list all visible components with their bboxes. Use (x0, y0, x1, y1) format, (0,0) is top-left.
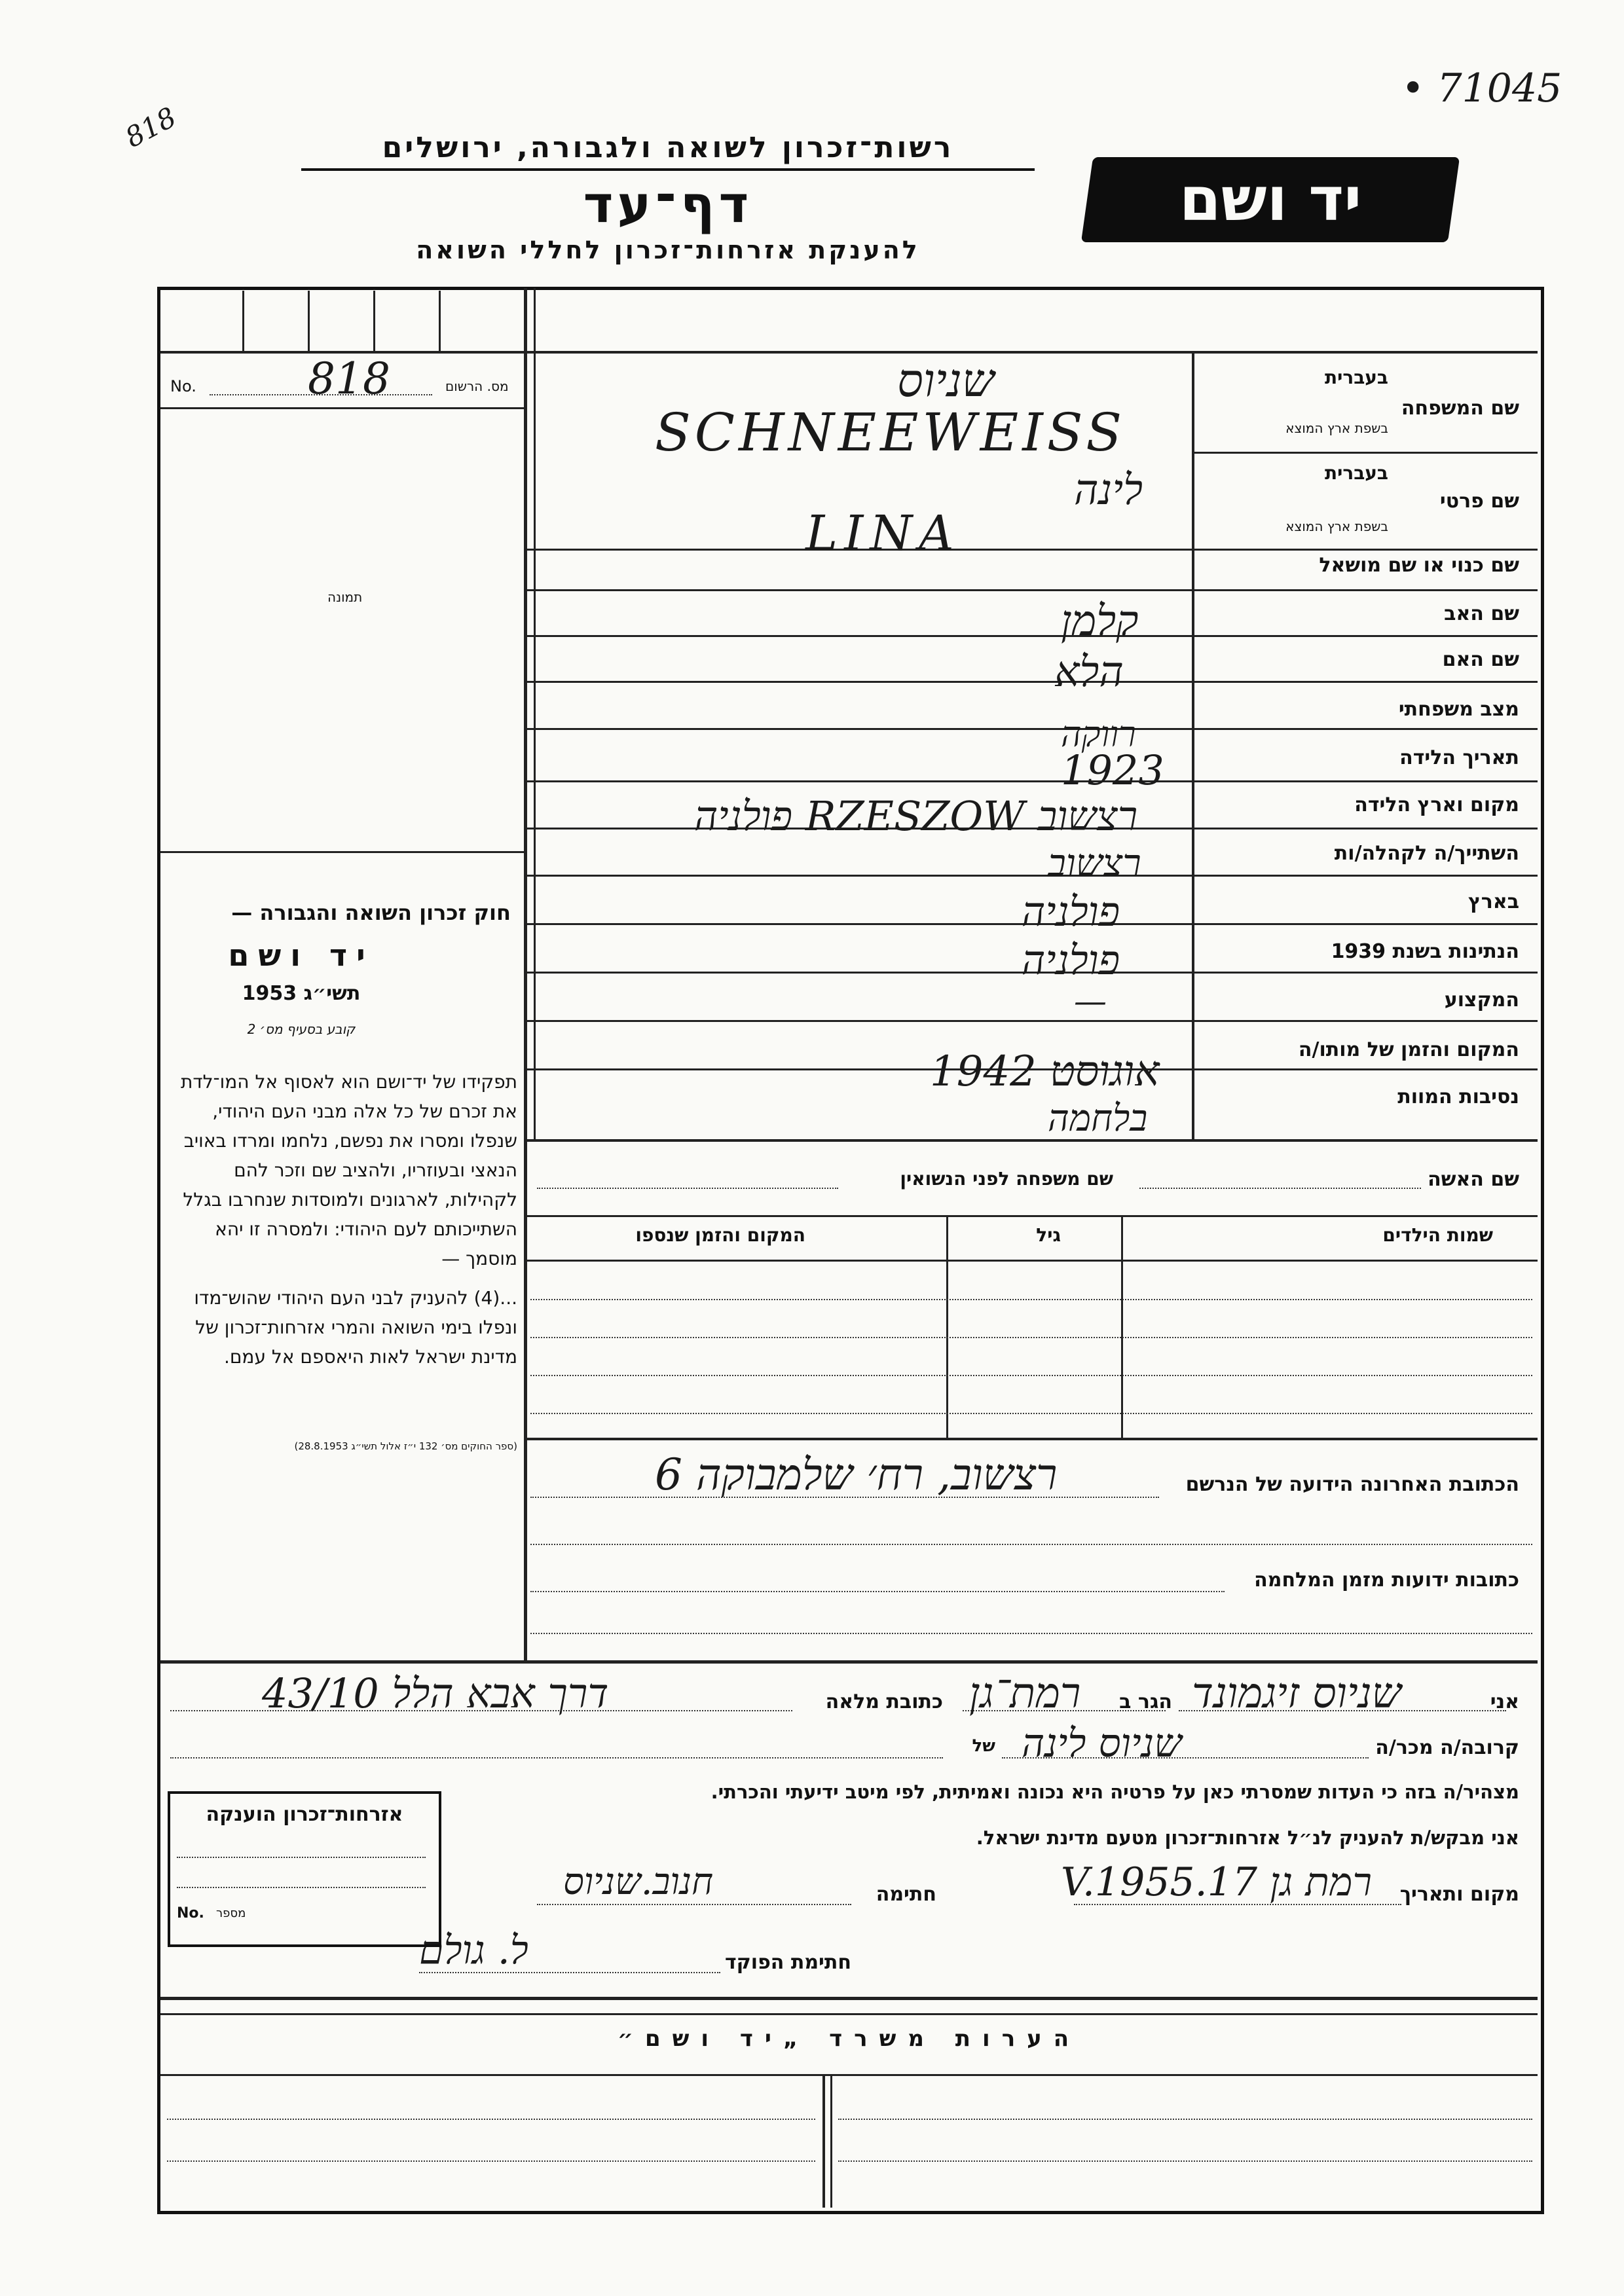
family-name-latin: SCHNEEWEISS (655, 402, 1126, 463)
of-label: של (972, 1736, 995, 1756)
wife-field[interactable] (1139, 1188, 1421, 1189)
divider (527, 728, 1538, 730)
death-cause-label: נסיבות המוות (1397, 1085, 1519, 1108)
community-label: השתייך/ה לקהלה/ות (1334, 842, 1519, 865)
registration-number-label: מס. הרשום (445, 378, 509, 394)
first-name-hebrew: לינה (1074, 466, 1143, 515)
top-box-divider (373, 291, 375, 351)
declaration-text: מצהיר/ה בזה כי העדות שמסרתי כאן על פרטיה היא נכונה ואמיתית, לפי מיטב ידיעתי והכרתי. (710, 1781, 1519, 1803)
law-name: יד ושם (228, 938, 375, 973)
father-name: קלמן (1061, 597, 1139, 646)
war-addresses-label: כתובות ידועות מזמן המלחמה (1254, 1569, 1519, 1592)
relation-extra-field[interactable] (170, 1757, 943, 1758)
notes-line[interactable] (838, 2160, 1532, 2162)
witness-address: דרך אבא הלל 43/10 (262, 1669, 609, 1717)
divider (527, 635, 1538, 637)
notes-line[interactable] (167, 2160, 815, 2162)
divider (527, 589, 1538, 591)
column-divider (1121, 1215, 1123, 1438)
certificate-number-label: מספר (216, 1906, 246, 1920)
officer-signature: ל. גולם (419, 1927, 528, 1973)
community: רצשוב (1048, 841, 1141, 885)
page-title: דף־עד (583, 175, 753, 234)
marital-status-label: מצב משפחתי (1398, 698, 1519, 721)
divider (160, 2074, 1538, 2076)
full-address-label: כתובת מלאה (825, 1690, 943, 1713)
relative-label: קרובה/ה מכר/ה (1375, 1736, 1519, 1759)
children-row[interactable] (530, 1413, 1532, 1414)
relation-name: שניוס לינה (1022, 1721, 1182, 1766)
notes-line[interactable] (838, 2119, 1532, 2120)
hebrew-label: בעברית (1324, 462, 1388, 484)
top-box-divider (242, 291, 244, 351)
page-subtitle: להענקת אזרחות־זכרון לחללי השואה (416, 236, 920, 264)
maiden-name-label: שם משפחה לפני הנשואין (900, 1168, 1113, 1190)
divider (527, 681, 1538, 683)
children-row[interactable] (530, 1299, 1532, 1300)
mother-name: הלא (1054, 648, 1124, 697)
death-place-header: המקום והזמן שנספו (635, 1224, 805, 1246)
yad-vashem-logo (1081, 157, 1460, 242)
certificate-line[interactable] (177, 1857, 426, 1858)
request-text: אני מבקש/ת להעניק לנ״ל אזרחות־זכרון מטעם מדינת ישראל. (976, 1827, 1519, 1849)
divider (527, 549, 1538, 551)
family-name-label: שם המשפחה (1401, 397, 1519, 420)
law-title: חוק זכרון השואה והגבורה — (231, 900, 511, 925)
divider (160, 407, 525, 409)
birth-place: רצשוב RZESZOW פולניה (694, 792, 1138, 840)
last-address: רצשוב, רח׳ שלמבוקה 6 (655, 1449, 1058, 1500)
law-text-1: תפקידו של יד־ושם הוא לאסוף אל המו־לדת את זכרם של כל אלה מבני העם היהודי, שנפלו ומסרו את נפשם, נלחמו ומרדו באויב הנאצי ובעוזריו, ולהציב שם וזכר להם לקהילות, לארגונים ולמוסדות שנחרבו בגלל השתייכותם לעם היהודי: ולמסרה זו יהא מוסמך — (180, 1071, 517, 1269)
divider (524, 1215, 1538, 1217)
officer-signature-label: חתימת הפוקד (725, 1951, 851, 1974)
witness-name: שניוס זיגמונד (1192, 1669, 1401, 1718)
authority-name: רשות־זכרון לשואה ולגבורה, ירושלים (301, 131, 1035, 171)
no-label: No. (170, 377, 196, 395)
children-row[interactable] (530, 1375, 1532, 1376)
registration-number: 818 (308, 354, 390, 404)
death-place-time: אוגוסט 1942 (930, 1048, 1160, 1096)
family-name-hebrew: שניוס (897, 354, 995, 407)
marital-status: רווקה (1061, 714, 1136, 755)
column-divider (534, 288, 536, 1139)
divider (160, 1660, 1538, 1664)
divider (1194, 452, 1538, 454)
profession: — (1074, 982, 1107, 1020)
address-line[interactable] (530, 1544, 1532, 1545)
death-place-time-label: המקום והזמן של מותו/ה (1298, 1038, 1519, 1061)
law-clause: קובע בסעיף מס׳ 2 (247, 1021, 356, 1037)
divider (524, 1139, 1538, 1142)
witness-signature: חנוב.שניוס (563, 1861, 714, 1903)
divider (160, 1997, 1538, 2000)
certificate-title: אזרחות־זכרון הוענקה (206, 1803, 403, 1826)
divider (524, 1260, 1538, 1262)
law-text-2: ...(4) להעניק לבני העם היהודי שהוש־מדו ונפלו בימי השואה והמרי אזרחות־זכרון של מדינת ישראל לאות היאספם אל עמם. (194, 1287, 517, 1368)
children-row[interactable] (530, 1337, 1532, 1338)
father-label: שם האב (1444, 602, 1519, 625)
children-names-header: שמות הילדים (1382, 1224, 1493, 1246)
law-reference: (ספר החוקים מס׳ 132 י״ז אלול תשי״ג 28.8.1953) (294, 1440, 517, 1452)
origin-language-label: בשפת ארץ המוצא (1285, 420, 1388, 436)
maiden-name-field[interactable] (537, 1188, 838, 1189)
first-name-label: שם פרטי (1439, 490, 1519, 513)
top-box-divider (308, 291, 310, 351)
photo-label: תמונה (327, 589, 363, 605)
column-divider (524, 288, 527, 1660)
column-divider (822, 2074, 825, 2208)
divider (160, 2013, 1538, 2015)
witness-city: רמת־גן (969, 1669, 1081, 1718)
column-divider (830, 2074, 832, 2208)
divider (524, 1438, 1538, 1440)
address-line[interactable] (530, 1633, 1532, 1634)
profession-label: המקצוע (1444, 989, 1519, 1011)
certificate-line[interactable] (177, 1887, 426, 1888)
residing-label: הגר ב (1119, 1690, 1172, 1713)
place-date: רמת גן 17.V.1955 (1061, 1859, 1372, 1905)
age-header: גיל (1036, 1224, 1061, 1246)
divider (527, 875, 1538, 877)
citizenship: פולניה (1022, 936, 1120, 984)
citizenship-label: הנתינות בשנת 1939 (1331, 940, 1519, 963)
hebrew-label: בעברית (1324, 367, 1388, 388)
law-year: תשי״ג 1953 (242, 982, 361, 1005)
logo-text: יד ושם (1179, 164, 1362, 234)
i-label: אני (1490, 1690, 1519, 1713)
mother-label: שם האם (1442, 648, 1519, 671)
wife-label: שם האשה (1428, 1168, 1519, 1191)
column-divider (946, 1215, 948, 1438)
birth-year: 1923 (1061, 746, 1164, 794)
first-name-latin: LINA (805, 505, 961, 562)
archive-number: • 71045 (1401, 65, 1562, 111)
country: פולניה (1022, 888, 1120, 936)
place-date-label: מקום ותאריך (1399, 1883, 1519, 1906)
origin-language-label: בשפת ארץ המוצא (1285, 519, 1388, 534)
certificate-no-label: No. (177, 1905, 204, 1922)
death-cause: בלחמה (1048, 1097, 1148, 1140)
top-box-divider (439, 291, 441, 351)
certificate-box (168, 1791, 441, 1947)
last-address-label: הכתובת האחרונה הידועה של הנרשם (1185, 1473, 1519, 1496)
signature-label: חתימה (876, 1883, 936, 1906)
office-notes-title: הערות משרד „יד ושם״ (617, 2026, 1081, 2052)
divider (527, 1020, 1538, 1022)
nickname-label: שם כנוי או שם מושאל (1319, 554, 1519, 577)
war-address-field[interactable] (530, 1591, 1225, 1592)
signature-field[interactable] (537, 1904, 851, 1905)
birth-date-label: תאריך הלידה (1399, 746, 1519, 769)
notes-line[interactable] (167, 2119, 815, 2120)
country-label: בארץ (1467, 890, 1519, 913)
divider (527, 780, 1538, 782)
divider (160, 851, 525, 853)
birth-place-label: מקום וארץ הלידה (1354, 793, 1519, 816)
page-number: 818 (120, 101, 181, 154)
